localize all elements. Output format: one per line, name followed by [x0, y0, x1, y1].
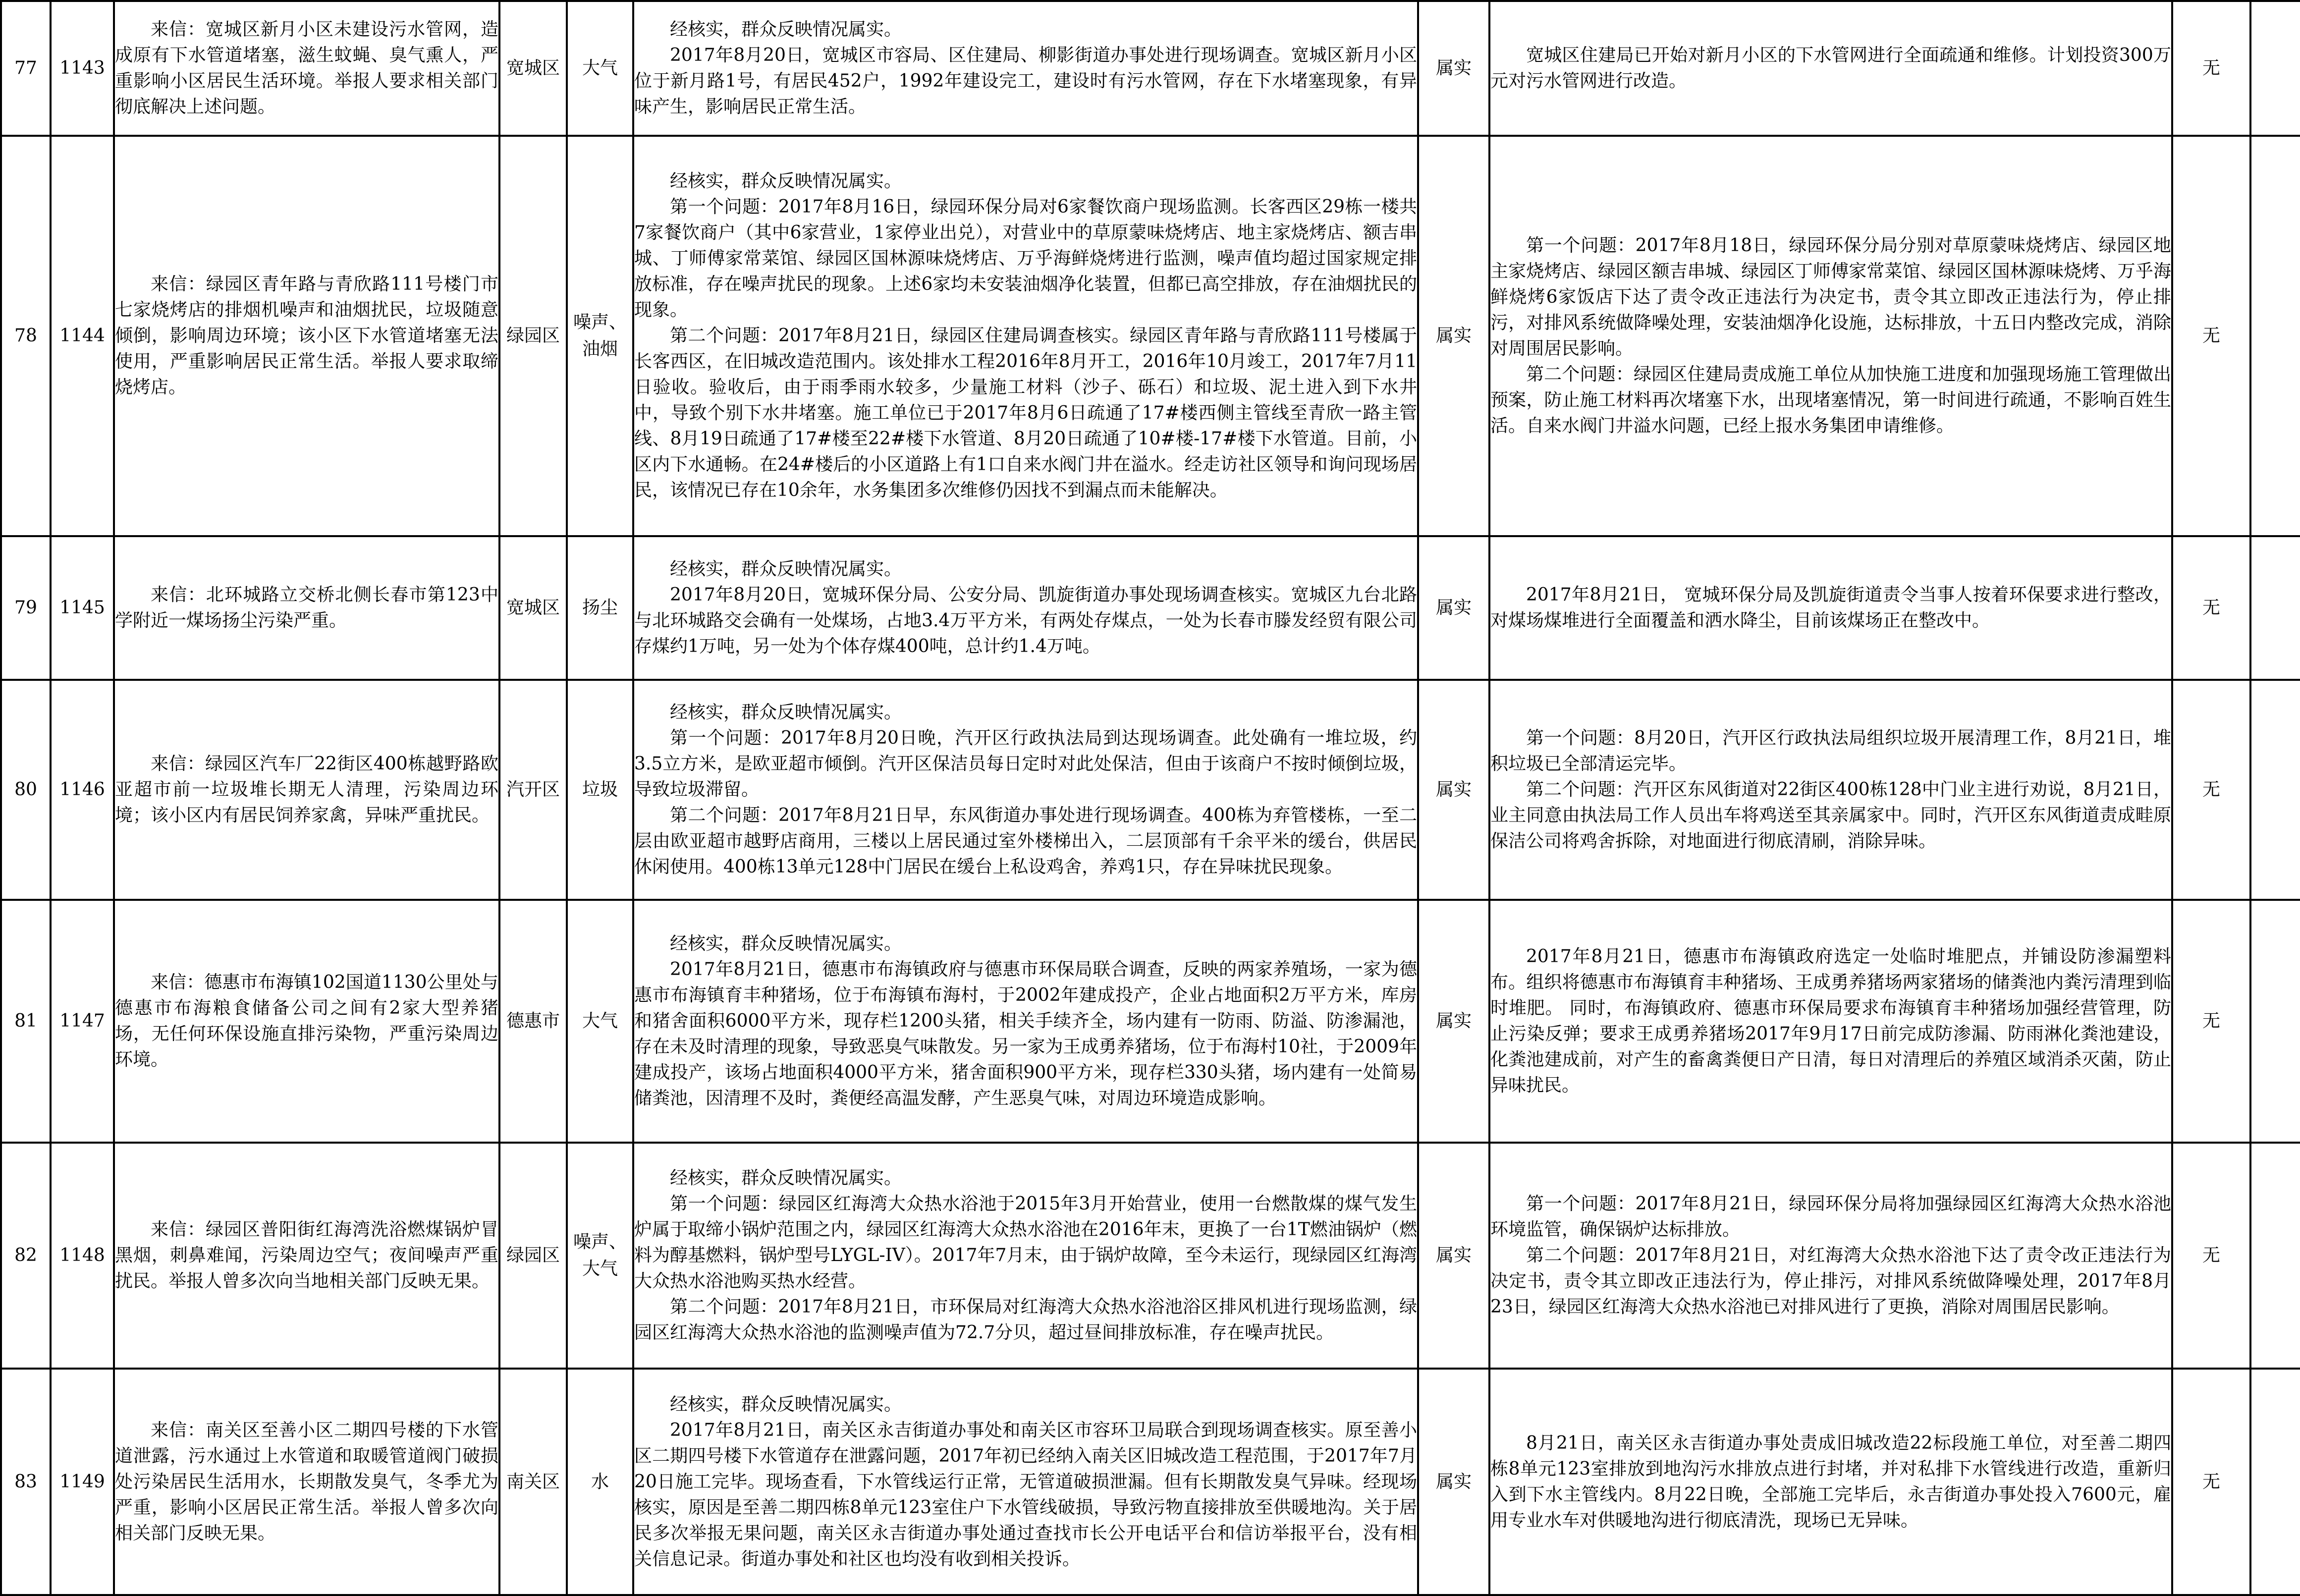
blank-cell [2250, 680, 2300, 900]
action-text-paragraph: 2017年8月21日， 宽城环保分局及凯旋街道责令当事人按着环保要求进行整改，对煤场煤堆进行全面覆盖和洒水降尘，目前该煤场正在整改中。 [1490, 585, 2171, 631]
verdict: 属实 [1418, 900, 1489, 1143]
complaint-text-paragraph: 来信：南关区至善小区二期四号楼的下水管道泄露，污水通过上水管道和取暖管道阀门破损处污染居民生活用水，长期散发臭气，冬季尤为严重，影响小区居民正常生活。举报人曾多次向相关部门反映无果。 [115, 1420, 498, 1543]
findings-text [633, 1369, 1418, 1595]
findings-text-paragraph: 经核实，群众反映情况属实。 [670, 702, 902, 722]
complaint-text-paragraph: 来信：绿园区普阳街红海湾洗浴燃煤锅炉冒黑烟，刺鼻难闻，污染周边空气；夜间噪声严重扰民。举报人曾多次向当地相关部门反映无果。 [115, 1219, 498, 1291]
table-row [1, 680, 2300, 900]
blank-cell [2250, 900, 2300, 1143]
findings-text [633, 536, 1418, 680]
complaint-text [114, 1143, 499, 1369]
complaint-text [114, 1, 499, 136]
complaint-text-paragraph: 来信：德惠市布海镇102国道1130公里处与德惠市布海粮食储备公司之间有2家大型养猪场，无任何环保设施直排污染物，严重污染周边环境。 [115, 972, 498, 1070]
pollution-type: 大气 [567, 1, 633, 136]
accountability: 无 [2172, 136, 2250, 536]
action-text [1489, 680, 2172, 900]
findings-text-paragraph: 2017年8月20日，宽城区市容局、区住建局、柳影街道办事处进行现场调查。宽城区新月小区位于新月路1号，有居民452户，1992年建设完工，建设时有污水管网，存在下水堵塞现象，有异味产生，影响居民正常生活。 [634, 45, 1417, 117]
action-text [1489, 1369, 2172, 1595]
district: 绿园区 [499, 1143, 567, 1369]
findings-text-paragraph: 经核实，群众反映情况属实。 [670, 19, 902, 40]
findings-text-paragraph: 2017年8月21日，德惠市布海镇政府与德惠市环保局联合调查，反映的两家养殖场，一家为德惠市布海镇育丰种猪场，位于布海镇布海村，于2002年建成投产，企业占地面积2万平方米，库房和猪舍面积6000平方米，现存栏1200头猪，相关手续齐全，场内建有一防雨、防溢、防渗漏池，存在未及时清理的现象，导致恶臭气味散发。另一家为王成勇养猪场，位于布海村10社，于2009年建成投产，该场占地面积4000平方米，猪舍面积900平方米，现存栏330头猪，场内建有一处简易储粪池，因清理不及时，粪便经高温发酵，产生恶臭气味，对周边环境造成影响。 [634, 959, 1417, 1108]
table-row [1, 1369, 2300, 1595]
pollution-type: 扬尘 [567, 536, 633, 680]
table-row [1, 136, 2300, 536]
table-row [1, 536, 2300, 680]
complaint-text-paragraph: 来信：北环城路立交桥北侧长春市第123中学附近一煤场扬尘污染严重。 [115, 585, 498, 631]
blank-cell [2250, 1369, 2300, 1595]
findings-text-paragraph: 经核实，群众反映情况属实。 [670, 934, 902, 954]
findings-text [633, 900, 1418, 1143]
accountability: 无 [2172, 1, 2250, 136]
row-number: 78 [1, 136, 51, 536]
case-id: 1144 [51, 136, 114, 536]
pollution-type: 水 [567, 1369, 633, 1595]
findings-text-paragraph: 第一个问题：绿园区红海湾大众热水浴池于2015年3月开始营业，使用一台燃散煤的煤气发生炉属于取缔小锅炉范围之内，绿园区红海湾大众热水浴池在2016年末，更换了一台1T燃油锅炉（燃料为醇基燃料，锅炉型号LYGL-IV）。2017年7月末，由于锅炉故障，至今未运行，现绿园区红海湾大众热水浴池购买热水经营。 [634, 1194, 1417, 1291]
district: 绿园区 [499, 136, 567, 536]
action-text-paragraph: 第二个问题：绿园区住建局责成施工单位从加快施工进度和加强现场施工管理做出预案，防止施工材料再次堵塞下水，出现堵塞情况，第一时间进行疏通，不影响百姓生活。自来水阀门井溢水问题，已经上报水务集团申请维修。 [1490, 364, 2171, 436]
findings-text-paragraph: 经核实，群众反映情况属实。 [670, 1168, 902, 1188]
table-row [1, 900, 2300, 1143]
complaint-text-paragraph: 来信：绿园区汽车厂22街区400栋越野路欧亚超市前一垃圾堆长期无人清理，污染周边环境；该小区内有居民饲养家禽，异味严重扰民。 [115, 754, 498, 826]
action-text [1489, 900, 2172, 1143]
pollution-type: 垃圾 [567, 680, 633, 900]
findings-text [633, 136, 1418, 536]
case-id: 1148 [51, 1143, 114, 1369]
findings-text [633, 1143, 1418, 1369]
row-number: 79 [1, 536, 51, 680]
action-text-paragraph: 2017年8月21日，德惠市布海镇政府选定一处临时堆肥点，并铺设防渗漏塑料布。组织将德惠市布海镇育丰种猪场、王成勇养猪场两家猪场的储粪池内粪污清理到临时堆肥。 同时，布海镇政府、德惠市环保局要求布海镇育丰种猪场加强经营管理，防止污染反弹；要求王成勇养猪场2017年9月17日前完成防渗漏、防雨淋化粪池建设，化粪池建成前，对产生的畜禽粪便日产日清，每日对清理后的养殖区域消杀灭菌，防止异味扰民。 [1490, 946, 2171, 1096]
findings-text-paragraph: 经核实，群众反映情况属实。 [670, 559, 902, 579]
case-id: 1149 [51, 1369, 114, 1595]
row-number: 80 [1, 680, 51, 900]
blank-cell [2250, 1, 2300, 136]
blank-cell [2250, 1143, 2300, 1369]
accountability: 无 [2172, 536, 2250, 680]
pollution-type: 噪声、大气 [567, 1143, 633, 1369]
action-text [1489, 536, 2172, 680]
action-text-paragraph: 第二个问题：2017年8月21日，对红海湾大众热水浴池下达了责令改正违法行为决定书，责令其立即改正违法行为，停止排污，对排风系统做降噪处理，2017年8月23日，绿园区红海湾大众热水浴池已对排风进行了更换，消除对周围居民影响。 [1490, 1245, 2171, 1317]
row-number: 81 [1, 900, 51, 1143]
action-text [1489, 1, 2172, 136]
findings-text-paragraph: 经核实，群众反映情况属实。 [670, 1394, 902, 1415]
action-text-paragraph: 宽城区住建局已开始对新月小区的下水管网进行全面疏通和维修。计划投资300万元对污水管网进行改造。 [1490, 45, 2171, 91]
table-row [1, 1143, 2300, 1369]
table-body [1, 1, 2300, 1595]
verdict: 属实 [1418, 680, 1489, 900]
action-text-paragraph: 8月21日，南关区永吉街道办事处责成旧城改造22标段施工单位，对至善二期四栋8单元123室排放到地沟污水排放点进行封堵，并对私排下水管线进行改造，重新归入到下水主管线内。8月22日晚，全部施工完毕后，永吉街道办事处投入7600元，雇用专业水车对供暖地沟进行彻底清洗，现场已无异味。 [1490, 1432, 2171, 1531]
accountability: 无 [2172, 1369, 2250, 1595]
blank-cell [2250, 536, 2300, 680]
action-text-paragraph: 第一个问题：2017年8月21日，绿园环保分局将加强绿园区红海湾大众热水浴池环境监管，确保锅炉达标排放。 [1490, 1194, 2171, 1240]
case-id: 1143 [51, 1, 114, 136]
district: 宽城区 [499, 1, 567, 136]
action-text [1489, 1143, 2172, 1369]
verdict: 属实 [1418, 1369, 1489, 1595]
verdict: 属实 [1418, 1, 1489, 136]
findings-text-paragraph: 第二个问题：2017年8月21日早，东风街道办事处进行现场调查。400栋为弃管楼栋，一至二层由欧亚超市越野店商用，三楼以上居民通过室外楼梯出入，二层顶部有千余平米的缓台，供居民休闲使用。400栋13单元128中门居民在缓台上私设鸡舍，养鸡1只，存在异味扰民现象。 [634, 805, 1417, 877]
table-row [1, 1, 2300, 136]
verdict: 属实 [1418, 136, 1489, 536]
action-text-paragraph: 第一个问题：8月20日，汽开区行政执法局组织垃圾开展清理工作，8月21日，堆积垃圾已全部清运完毕。 [1490, 728, 2171, 774]
row-number: 77 [1, 1, 51, 136]
complaint-text [114, 680, 499, 900]
pollution-type: 噪声、油烟 [567, 136, 633, 536]
findings-text-paragraph: 第一个问题：2017年8月16日，绿园环保分局对6家餐饮商户现场监测。长客西区29栋一楼共7家餐饮商户（其中6家营业，1家停业出兑），对营业中的草原蒙味烧烤店、地主家烧烤店、额吉串城、丁师傅家常菜馆、绿园区国林源味烧烤店、万乎海鲜烧烤进行监测，噪声值均超过国家规定排放标准，存在噪声扰民的现象。上述6家均未安装油烟净化装置，但都已高空排放，存在油烟扰民的现象。 [634, 197, 1417, 320]
findings-text-paragraph: 2017年8月21日，南关区永吉街道办事处和南关区市容环卫局联合到现场调查核实。原至善小区二期四号楼下水管道存在泄露问题，2017年初已经纳入南关区旧城改造工程范围，于2017年7月20日施工完毕。现场查看，下水管线运行正常，无管道破损泄漏。但有长期散发臭气异味。经现场核实，原因是至善二期四栋8单元123室住户下水管线破损，导致污物直接排放至供暖地沟。关于居民多次举报无果问题，南关区永吉街道办事处通过查找市长公开电话平台和信访举报平台，没有相关信息记录。街道办事处和社区也均没有收到相关投诉。 [634, 1420, 1417, 1569]
case-id: 1146 [51, 680, 114, 900]
complaint-text [114, 900, 499, 1143]
findings-text-paragraph: 第二个问题：2017年8月21日，市环保局对红海湾大众热水浴池浴区排风机进行现场监测，绿园区红海湾大众热水浴池的监测噪声值为72.7分贝，超过昼间排放标准，存在噪声扰民。 [634, 1297, 1417, 1343]
pollution-type: 大气 [567, 900, 633, 1143]
complaint-text [114, 536, 499, 680]
complaint-text [114, 1369, 499, 1595]
verdict: 属实 [1418, 536, 1489, 680]
action-text-paragraph: 第一个问题：2017年8月18日，绿园环保分局分别对草原蒙味烧烤店、绿园区地主家烧烤店、绿园区额吉串城、绿园区丁师傅家常菜馆、绿园区国林源味烧烤、万乎海鲜烧烤6家饭店下达了责令改正违法行为决定书，责令其立即改正违法行为，停止排污，对排风系统做降噪处理，安装油烟净化设施，达标排放，十五日内整改完成，消除对周围居民影响。 [1490, 235, 2171, 359]
district: 汽开区 [499, 680, 567, 900]
findings-text-paragraph: 2017年8月20日，宽城环保分局、公安分局、凯旋街道办事处现场调查核实。宽城区九台北路与北环城路交会确有一处煤场，占地3.4万平方米，有两处存煤点，一处为长春市滕发经贸有限公司存煤约1万吨，另一处为个体存煤400吨，总计约1.4万吨。 [634, 585, 1417, 657]
row-number: 83 [1, 1369, 51, 1595]
district: 宽城区 [499, 536, 567, 680]
complaint-text-paragraph: 来信：绿园区青年路与青欣路111号楼门市七家烧烤店的排烟机噪声和油烟扰民，垃圾随意倾倒，影响周边环境；该小区下水管道堵塞无法使用，严重影响居民正常生活。举报人要求取缔烧烤店。 [115, 274, 498, 397]
district: 德惠市 [499, 900, 567, 1143]
verdict: 属实 [1418, 1143, 1489, 1369]
case-id: 1145 [51, 536, 114, 680]
row-number: 82 [1, 1143, 51, 1369]
accountability: 无 [2172, 900, 2250, 1143]
complaint-text [114, 136, 499, 536]
action-text-paragraph: 第二个问题：汽开区东风街道对22街区400栋128中门业主进行劝说，8月21日，业主同意由执法局工作人员出车将鸡送至其亲属家中。同时，汽开区东风街道责成畦原保洁公司将鸡舍拆除，对地面进行彻底清刷，消除异味。 [1490, 779, 2171, 851]
accountability: 无 [2172, 680, 2250, 900]
accountability: 无 [2172, 1143, 2250, 1369]
findings-text-paragraph: 第一个问题：2017年8月20日晚，汽开区行政执法局到达现场调查。此处确有一堆垃圾，约3.5立方米，是欧亚超市倾倒。汽开区保洁员每日定时对此处保洁，但由于该商户不按时倾倒垃圾，导致垃圾滞留。 [634, 728, 1417, 800]
findings-text [633, 680, 1418, 900]
blank-cell [2250, 136, 2300, 536]
action-text [1489, 136, 2172, 536]
findings-text-paragraph: 第二个问题：2017年8月21日，绿园区住建局调查核实。绿园区青年路与青欣路111号楼属于长客西区，在旧城改造范围内。该处排水工程2016年8月开工，2016年10月竣工，2017年7月11日验收。验收后，由于雨季雨水较多，少量施工材料（沙子、砾石）和垃圾、泥土进入到下水井中，导致个别下水井堵塞。施工单位已于2017年8月6日疏通了17#楼西侧主管线至青欣一路主管线、8月19日疏通了17#楼至22#楼下水管道、8月20日疏通了10#楼-17#楼下水管道。目前，小区内下水通畅。在24#楼后的小区道路上有1口自来水阀门井在溢水。经走访社区领导和询问现场居民，该情况已存在10余年，水务集团多次维修仍因找不到漏点而未能解决。 [634, 326, 1417, 500]
complaint-text-paragraph: 来信：宽城区新月小区未建设污水管网，造成原有下水管道堵塞，滋生蚊蝇、臭气熏人，严重影响小区居民生活环境。举报人要求相关部门彻底解决上述问题。 [115, 19, 498, 117]
case-id: 1147 [51, 900, 114, 1143]
findings-text-paragraph: 经核实，群众反映情况属实。 [670, 171, 902, 191]
district: 南关区 [499, 1369, 567, 1595]
findings-text [633, 1, 1418, 136]
